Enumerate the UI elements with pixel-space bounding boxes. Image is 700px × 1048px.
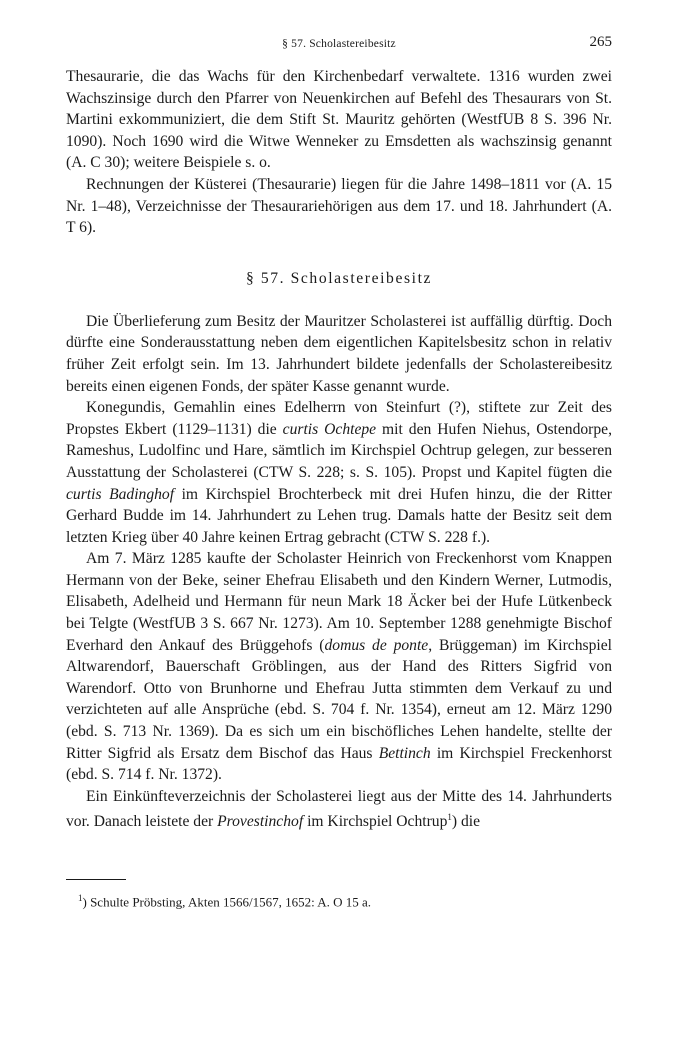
italic-term: domus de ponte	[324, 636, 429, 654]
italic-term: curtis Badinghof	[66, 485, 175, 503]
italic-term: Provestinchof	[217, 813, 304, 831]
text-run: im Kirchspiel Brochterbeck mit drei Hufen hinzu, die der Ritter Gerhard Budde im 14. Jahrhundert zu Lehen trug. Damals hatte der Besitz seit dem letzten Krieg über 40 Jahre keinen Ertrag gebracht (CTW S. 228 f.).	[66, 485, 612, 546]
text-run: Ein Einkünfteverzeichnis der Scholasterei liegt aus der Mitte des 14. Jahrhunderts vor. Danach leistete der	[66, 787, 612, 831]
footnote-divider	[66, 879, 126, 880]
paragraph-rechnungen: Rechnungen der Küsterei (Thesaurarie) liegen für die Jahre 1498–1811 vor (A. 15 Nr. 1–48), Verzeichnisse der Thesaurariehörigen aus dem 17. und 18. Jahrhundert (A. T 6).	[66, 175, 612, 237]
text-run: im Kirchspiel Freckenhorst (ebd. S. 714 f. Nr. 1372).	[66, 744, 612, 784]
paragraph-ueberlieferung: Die Überlieferung zum Besitz der Mauritzer Scholasterei ist auffällig dürftig. Doch dürfte eine Sonderausstattung neben dem eigentlichen Kapitelsbesitz schon in relativ früher Zeit erfolgt sein. Im 13. Jahrhundert bildete jedenfalls der Scholastereibesitz bereits einen eigenen Fonds, der später Kasse genannt wurde.	[66, 312, 612, 395]
running-head	[66, 34, 612, 56]
text-run: Am 7. März 1285 kaufte der Scholaster Heinrich von Freckenhorst vom Knappen Hermann von der Beke, seiner Ehefrau Elisabeth und den Kindern Werner, Lutmodis, Elisabeth, Adelheid und Hermann für neun Mark 18 Äcker bei der Hufe Lütkenbeck bei Telgte (WestfUB 3 S. 667 Nr. 1273). Am 10. September 1288 genehmigte Bischof Everhard den Ankauf des Brüggehofs (	[66, 550, 612, 654]
footnote-reference[interactable]: 1	[447, 812, 452, 823]
section-heading: § 57. Scholastereibesitz	[245, 269, 433, 287]
footnote	[66, 889, 624, 911]
paragraph-einkuenfte	[66, 786, 612, 833]
footnote-marker: 1	[78, 893, 83, 903]
text-run: mit den Hufen Niehus, Ostendorpe, Rameshus, Ludolfinc und Hare, sämtlich im Kirchspiel Ochtrup gelegen, zur besseren Ausstattung der Scholasterei (CTW S. 228; s. S. 105). Propst und Kapitel fügten die	[66, 420, 612, 481]
text-run: im Kirchspiel Ochtrup	[303, 813, 448, 831]
continuation-paragraph: Thesaurarie, die das Wachs für den Kirchenbedarf verwaltete. 1316 wurden zwei Wachszinsige durch den Pfarrer von Neuenkirchen auf Befehl des Thesaurars von St. Martini exkommuniziert, die dem Stift St. Mauritz gehörten (WestfUB 8 S. 396 Nr. 1090). Noch 1690 wird die Witwe Wenneker zu Emsdetten als wachszinsig genannt (A. C 30); weitere Beispiele s. o.	[66, 68, 612, 172]
page-number: 265	[589, 34, 612, 50]
italic-term: curtis Ochtepe	[282, 420, 377, 438]
running-title: § 57. Scholastereibesitz	[282, 38, 396, 50]
paragraph-maerz-1285	[66, 548, 612, 786]
text-run: , Brüggeman) im Kirchspiel Altwarendorf, Bauerschaft Gröblingen, aus der Hand des Ritters Sigfrid von Warendorf. Otto von Brunhorne und Ehefrau Jutta stimmten dem Verkauf zu und verzichteten auf alle Ansprüche (ebd. S. 704 f. Nr. 1354), erneut am 12. März 1290 (ebd. S. 713 Nr. 1369). Da es sich um ein bischöfliches Lehen handelte, stellte der Ritter Sigfrid als Ersatz dem Bischof das Haus	[66, 636, 612, 762]
text-run: ) die	[451, 813, 481, 831]
footnote-text: ) Schulte Pröbsting, Akten 1566/1567, 1652: A. O 15 a.	[82, 894, 372, 910]
paragraph-konegundis	[66, 397, 612, 548]
book-page	[66, 34, 612, 833]
text-run: Konegundis, Gemahlin eines Edelherrn von Steinfurt (?), stiftete zur Zeit des Propstes Ekbert (1129–1131) die	[66, 399, 612, 438]
italic-term: Bettinch	[378, 744, 431, 762]
